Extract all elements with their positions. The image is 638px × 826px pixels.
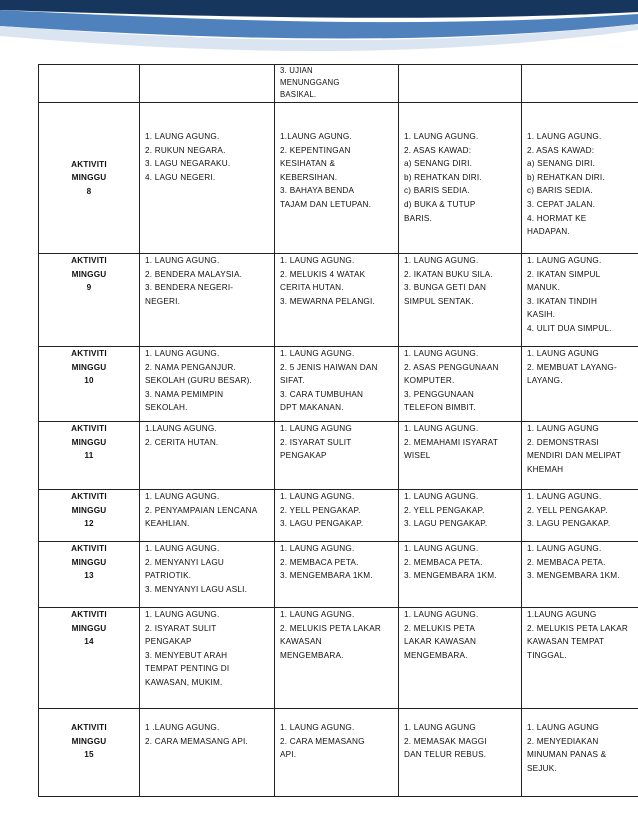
activity-line: 1.LAUNG AGUNG. [280,132,352,141]
week-label-line: MINGGU [71,173,107,183]
table-row [39,254,638,347]
activity-cell [275,103,399,254]
activity-line: c) BARIS SEDIA. [527,186,593,196]
activity-line: 1. LAUNG AGUNG. [145,132,220,141]
activity-schedule-table [38,64,638,797]
activity-cell [522,709,638,797]
activity-line: TINGGAL. [527,650,567,660]
activity-line: 1. LAUNG AGUNG. [145,610,220,619]
activity-line: 1. LAUNG AGUNG. [527,492,602,501]
activity-line: 1.LAUNG AGUNG [527,610,597,619]
table-row [39,347,638,422]
activity-line: 1. LAUNG AGUNG. [404,256,479,265]
activity-line: SEKOLAH. [145,403,188,413]
activity-line: d) BUKA & TUTUP [404,199,476,209]
activity-line: 2. CARA MEMASANG [280,736,365,746]
week-label-line: 10 [84,376,94,386]
activity-line: 2. NAMA PENGANJUR. [145,362,236,372]
week-label-line: 14 [84,637,94,647]
week-label-line: MINGGU [71,437,107,447]
activity-line: DPT MAKANAN. [280,403,344,413]
activity-cell [140,347,275,422]
activity-cell [140,608,275,709]
activity-line: LAYANG. [527,376,563,386]
week-label-cell [39,542,140,608]
activity-line: 2. 5 JENIS HAIWAN DAN [280,362,378,372]
activity-line: MENGEMBARA. [280,650,344,660]
week-label-line: AKTIVITI [71,492,107,501]
activity-line: 2. CARA MEMASANG API. [145,736,248,746]
week-label-line: MINGGU [71,736,107,746]
activity-line: KAWASAN TEMPAT [527,637,605,647]
activity-cell [140,709,275,797]
activity-line: TAJAM DAN LETUPAN. [280,199,372,209]
activity-line: 1. LAUNG AGUNG. [280,723,355,732]
activity-line: PENGAKAP [145,637,192,647]
week-label-line: 8 [86,186,92,196]
activity-line: 1. LAUNG AGUNG [280,424,352,433]
activity-line: 2. MELUKIS PETA LAKAR [527,623,628,633]
activity-cell [399,103,522,254]
activity-line: SIMPUL SENTAK. [404,296,474,306]
activity-line: PATRIOTIK. [145,571,192,581]
table-row [39,103,638,254]
activity-line: 2. MEMBUAT LAYANG- [527,362,617,372]
activity-cell [522,422,638,490]
activity-line: KASIH. [527,310,556,320]
week-label-line: AKTIVITI [71,349,107,358]
activity-line: 2. DEMONSTRASI [527,437,599,447]
activity-line: SIFAT. [280,376,305,386]
activity-line: 1. LAUNG AGUNG. [527,132,602,141]
table-row [39,542,638,608]
activity-line: 1. LAUNG AGUNG. [404,424,479,433]
activity-line: 2. IKATAN BUKU SILA. [404,269,493,279]
activity-cell [522,103,638,254]
activity-cell [399,490,522,542]
week-label-line: AKTIVITI [71,544,107,553]
activity-line: 2. ISYARAT SULIT [280,437,352,447]
week-label-line: MINGGU [71,362,107,372]
activity-line: SEKOLAH (GURU BESAR). [145,376,253,386]
activity-line: KESIHATAN & [280,159,336,169]
activity-line: 3. PENGGUNAAN [404,389,474,399]
activity-line: 2. MENYANYI LAGU [145,557,225,567]
week-label-line: 11 [84,451,94,461]
week-label-line: 15 [84,750,94,760]
week-label-cell [39,608,140,709]
activity-cell [275,608,399,709]
activity-line: MENDIRI DAN MELIPAT [527,451,622,461]
activity-cell [275,422,399,490]
activity-line: 2. BENDERA MALAYSIA. [145,269,243,279]
activity-line: c) BARIS SEDIA. [404,186,470,196]
activity-line: KAWASAN, MUKIM. [145,677,223,687]
activity-cell [140,65,275,103]
activity-line: b) REHATKAN DIRI. [404,172,482,182]
activity-line: API. [280,750,297,760]
activity-line: TELEFON BIMBIT. [404,403,476,413]
activity-line: 2. RUKUN NEGARA. [145,145,226,155]
activity-cell [522,65,638,103]
activity-line: 2. MEMBACA PETA. [527,557,606,567]
week-label-line: MINGGU [71,269,107,279]
week-cell [39,65,140,103]
activity-cell [275,542,399,608]
week-label-line: AKTIVITI [71,256,107,265]
week-label-line: 13 [84,571,94,581]
activity-line: 1. LAUNG AGUNG [527,349,599,358]
activity-line: 1.LAUNG AGUNG. [145,424,217,433]
activity-line: PENGAKAP [280,451,327,461]
activity-line: 1. LAUNG AGUNG [527,424,599,433]
activity-line: 2. ASAS KAWAD: [527,145,595,155]
activity-cell [399,347,522,422]
activity-line: TEMPAT PENTING DI [145,664,230,674]
activity-line: 1. LAUNG AGUNG. [404,610,479,619]
activity-line: 1. LAUNG AGUNG. [404,349,479,358]
activity-line: 1. LAUNG AGUNG. [280,492,355,501]
activity-line: 1. LAUNG AGUNG. [280,256,355,265]
activity-line: 1 .LAUNG AGUNG. [145,723,220,732]
activity-line: 2. KEPENTINGAN [280,145,351,155]
activity-line: 1. LAUNG AGUNG. [404,492,479,501]
activity-line: 2. YELL PENGAKAP. [280,505,361,515]
activity-line: 1. LAUNG AGUNG. [404,544,479,553]
activity-line: 2. PENYAMPAIAN LENCANA [145,505,258,515]
activity-line: WISEL [404,451,431,461]
activity-line: b) REHATKAN DIRI. [527,172,605,182]
activity-line: KAWASAN [280,637,322,647]
activity-cell [275,490,399,542]
activity-line: 2. ASAS KAWAD: [404,145,472,155]
activity-cell [275,347,399,422]
activity-line: 3. MENGEMBARA 1KM. [527,571,620,581]
activity-line: 1. LAUNG AGUNG. [280,349,355,358]
activity-cell [275,254,399,347]
activity-line: 2. MENYEDIAKAN [527,736,599,746]
activity-line: SEJUK. [527,763,557,773]
week-label-cell [39,490,140,542]
activity-line: 3. MENGEMBARA 1KM. [404,571,497,581]
activity-line: 4. LAGU NEGERI. [145,172,216,182]
activity-cell [522,347,638,422]
activity-line: 2. YELL PENGAKAP. [527,505,608,515]
week-label-line: AKTIVITI [71,723,107,732]
activity-line: 3. IKATAN TINDIH [527,296,598,306]
week-label-cell [39,347,140,422]
activity-line: 1. LAUNG AGUNG. [280,544,355,553]
activity-cell [140,103,275,254]
activity-line: CERITA HUTAN. [280,283,344,293]
activity-cell [275,709,399,797]
activity-line: 3. MEWARNA PELANGI. [280,296,375,306]
activity-line: 3. MENYEBUT ARAH [145,650,228,660]
week-label-cell [39,422,140,490]
activity-cell [399,709,522,797]
activity-cell [399,608,522,709]
activity-line: 1. LAUNG AGUNG [404,723,476,732]
activity-line: 1. LAUNG AGUNG. [145,492,220,501]
activity-line: 1. LAUNG AGUNG [527,723,599,732]
activity-line: MENGEMBARA. [404,650,468,660]
activity-line: 2. MEMASAK MAGGI [404,736,487,746]
activity-line: 3. LAGU PENGAKAP. [280,519,364,529]
activity-cell [140,542,275,608]
week-label-line: MINGGU [71,557,107,567]
activity-line: 2. MEMBACA PETA. [404,557,483,567]
activity-line: 2. MELUKIS 4 WATAK [280,269,366,279]
activity-line: a) SENANG DIRI. [527,159,596,169]
activity-line: 3. BENDERA NEGERI- [145,283,234,293]
activity-line: a) SENANG DIRI. [404,159,473,169]
table-row [39,709,638,797]
activity-line: MINUMAN PANAS & [527,750,607,760]
activity-line: 4. HORMAT KE [527,213,587,223]
activity-cell [399,542,522,608]
activity-line: 2. MELUKIS PETA LAKAR [280,623,381,633]
activity-cell [140,254,275,347]
activity-line: 3. MENGEMBARA 1KM. [280,571,373,581]
activity-line: 2. MELUKIS PETA [404,623,476,633]
activity-line: 1. LAUNG AGUNG. [527,544,602,553]
week-label-line: MINGGU [71,505,107,515]
activity-line: 1. LAUNG AGUNG. [145,256,220,265]
activity-line: 1. LAUNG AGUNG. [280,610,355,619]
activity-line: 3. MENYANYI LAGU ASLI. [145,584,248,594]
table-row-top [39,65,638,103]
activity-line: 2. MEMBACA PETA. [280,557,359,567]
activity-line: KHEMAH [527,464,564,474]
activity-line: NEGERI. [145,296,181,306]
activity-line: 2. YELL PENGAKAP. [404,505,485,515]
table-row [39,422,638,490]
activity-line: 3. CEPAT JALAN. [527,199,596,209]
activity-cell [522,490,638,542]
activity-line: 3. CARA TUMBUHAN [280,389,364,399]
activity-line: KOMPUTER. [404,376,455,386]
activity-line: 4. ULIT DUA SIMPUL. [527,323,612,333]
week-label-line: MINGGU [71,623,107,633]
activity-cell [399,65,522,103]
week-label-line: 9 [86,283,92,293]
activity-line: 3. LAGU PENGAKAP. [404,519,488,529]
activity-line: 3. LAGU NEGARAKU. [145,159,231,169]
activity-line: HADAPAN. [527,227,570,237]
activity-line: 2. IKATAN SIMPUL [527,269,601,279]
activity-line: 1. LAUNG AGUNG. [404,132,479,141]
week-label-cell [39,103,140,254]
activity-line: 3. NAMA PEMIMPIN [145,389,224,399]
activity-line: 2. CERITA HUTAN. [145,437,219,447]
activity-line: 1. LAUNG AGUNG. [145,544,220,553]
activity-line: DAN TELUR REBUS. [404,750,487,760]
activity-cell [522,254,638,347]
activity-line: BARIS. [404,213,433,223]
activity-line: 3. BUNGA GETI DAN [404,283,487,293]
week-label-line: 12 [84,519,94,529]
activity-cell [399,254,522,347]
activity-cell [140,422,275,490]
activity-line: 2. ASAS PENGGUNAAN [404,362,499,372]
activity-line: 2. MEMAHAMI ISYARAT [404,437,499,447]
week-label-cell [39,709,140,797]
week-label-cell [39,254,140,347]
activity-line: 3. BAHAYA BENDA [280,186,355,196]
week-label-line: AKTIVITI [71,159,107,169]
activity-line: 1. LAUNG AGUNG. [527,256,602,265]
table-row [39,490,638,542]
activity-line: MANUK. [527,283,561,293]
activity-line: 1. LAUNG AGUNG. [145,349,220,358]
week-label-line: AKTIVITI [71,610,107,619]
activity-cell [140,490,275,542]
activity-line: KEAHLIAN. [145,519,190,529]
activity-cell [399,422,522,490]
activity-line: KEBERSIHAN. [280,172,338,182]
activity-line: LAKAR KAWASAN [404,637,477,647]
activity-cell [522,608,638,709]
week-label-line: AKTIVITI [71,424,107,433]
activity-cell: 3. UJIAN MENUNGGANG BASIKAL. [275,65,399,103]
activity-line: 2. ISYARAT SULIT [145,623,217,633]
table-row [39,608,638,709]
activity-line: 3. LAGU PENGAKAP. [527,519,611,529]
activity-cell [522,542,638,608]
